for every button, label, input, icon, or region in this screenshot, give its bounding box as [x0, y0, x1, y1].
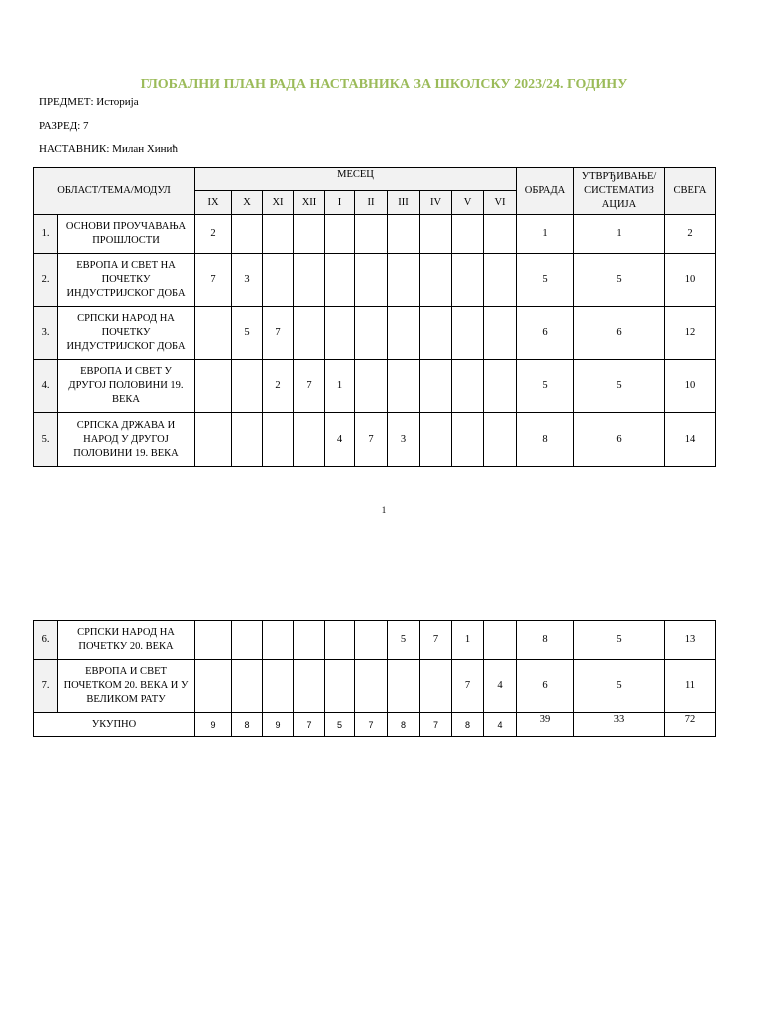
svega-cell: 10 [665, 360, 716, 413]
month-value-cell [388, 307, 420, 360]
total-month-cell: 8 [452, 713, 484, 737]
table-row [34, 360, 716, 413]
month-value-cell [484, 215, 517, 254]
month-value-cell [195, 621, 232, 660]
row-number-cell: 6. [34, 621, 58, 660]
obrada-cell: 6 [517, 660, 574, 713]
month-value-cell [388, 660, 420, 713]
month-value-cell: 5 [388, 621, 420, 660]
obrada-cell: 8 [517, 413, 574, 467]
month-value-cell [452, 307, 484, 360]
obrada-cell: 1 [517, 215, 574, 254]
month-value-cell [420, 360, 452, 413]
header-svega: СВЕГА [665, 168, 716, 215]
page-number: 1 [381, 505, 387, 515]
table-row [34, 621, 716, 660]
month-value-cell [325, 307, 355, 360]
utvrdjivanje-cell: 5 [574, 660, 665, 713]
month-value-cell [263, 254, 294, 307]
table-row [34, 413, 716, 467]
month-header-cell: IV [420, 191, 452, 215]
document-title: ГЛОБАЛНИ ПЛАН РАДА НАСТАВНИКА ЗА ШКОЛСКУ 2023/24. ГОДИНУ [140, 77, 628, 92]
plan-table-page-2 [33, 620, 716, 737]
row-number-cell: 3. [34, 307, 58, 360]
header-utvrdjivanje: УТВРЂИВАЊЕ/ СИСТЕМАТИЗ АЦИЈА [574, 168, 665, 215]
month-value-cell [232, 621, 263, 660]
month-header-cell: XI [263, 191, 294, 215]
month-header-cell: VI [484, 191, 517, 215]
topic-cell: СРПСКА ДРЖАВА И НАРОД У ДРУГОЈ ПОЛОВИНИ 19. ВЕКА [58, 413, 195, 467]
row-number-cell: 1. [34, 215, 58, 254]
month-value-cell: 2 [263, 360, 294, 413]
obrada-cell: 5 [517, 360, 574, 413]
month-value-cell [420, 660, 452, 713]
table-row [34, 307, 716, 360]
month-value-cell [420, 307, 452, 360]
svega-cell: 14 [665, 413, 716, 467]
month-value-cell [355, 307, 388, 360]
month-value-cell [484, 307, 517, 360]
total-month-cell: 5 [325, 713, 355, 737]
month-value-cell: 3 [388, 413, 420, 467]
month-value-cell [263, 660, 294, 713]
plan-table-page-1 [33, 167, 716, 467]
month-value-cell: 4 [325, 413, 355, 467]
month-value-cell [355, 254, 388, 307]
month-value-cell [294, 621, 325, 660]
obrada-cell: 6 [517, 307, 574, 360]
svega-cell: 10 [665, 254, 716, 307]
month-value-cell [355, 621, 388, 660]
month-value-cell [420, 254, 452, 307]
month-value-cell [325, 215, 355, 254]
month-value-cell [232, 660, 263, 713]
month-value-cell: 7 [452, 660, 484, 713]
month-value-cell [325, 621, 355, 660]
month-value-cell [294, 254, 325, 307]
month-value-cell: 2 [195, 215, 232, 254]
month-value-cell [388, 360, 420, 413]
month-header-cell: X [232, 191, 263, 215]
month-value-cell: 7 [294, 360, 325, 413]
total-utvrdjivanje-cell: 33 [574, 713, 665, 737]
month-header-cell: III [388, 191, 420, 215]
table-row [34, 215, 716, 254]
month-value-cell: 4 [484, 660, 517, 713]
month-value-cell: 7 [355, 413, 388, 467]
row-number-cell: 5. [34, 413, 58, 467]
obrada-cell: 5 [517, 254, 574, 307]
total-month-cell: 8 [388, 713, 420, 737]
month-value-cell [263, 413, 294, 467]
total-row [34, 713, 716, 737]
total-svega-cell: 72 [665, 713, 716, 737]
month-value-cell [484, 254, 517, 307]
month-value-cell [263, 215, 294, 254]
month-value-cell [355, 215, 388, 254]
month-value-cell: 3 [232, 254, 263, 307]
utvrdjivanje-cell: 6 [574, 413, 665, 467]
month-value-cell: 1 [325, 360, 355, 413]
utvrdjivanje-cell: 5 [574, 621, 665, 660]
month-value-cell [325, 660, 355, 713]
total-month-cell: 9 [263, 713, 294, 737]
total-label: УКУПНО [34, 713, 195, 737]
month-value-cell [195, 360, 232, 413]
month-value-cell [232, 360, 263, 413]
month-value-cell [195, 413, 232, 467]
utvrdjivanje-cell: 6 [574, 307, 665, 360]
total-month-cell: 7 [355, 713, 388, 737]
month-value-cell: 7 [263, 307, 294, 360]
total-month-cell: 7 [420, 713, 452, 737]
svega-cell: 11 [665, 660, 716, 713]
month-value-cell [294, 215, 325, 254]
total-month-cell: 7 [294, 713, 325, 737]
topic-cell: СРПСКИ НАРОД НА ПОЧЕТКУ 20. ВЕКА [58, 621, 195, 660]
month-header-cell: IX [195, 191, 232, 215]
svega-cell: 12 [665, 307, 716, 360]
month-value-cell [388, 254, 420, 307]
subject-line: ПРЕДМЕТ: Историја [39, 96, 139, 108]
topic-cell: ЕВРОПА И СВЕТ НА ПОЧЕТКУ ИНДУСТРИЈСКОГ ДОБА [58, 254, 195, 307]
month-value-cell [452, 215, 484, 254]
header-area: ОБЛАСТ/ТЕМА/МОДУЛ [34, 168, 195, 215]
month-value-cell: 1 [452, 621, 484, 660]
month-value-cell [355, 360, 388, 413]
utvrdjivanje-cell: 5 [574, 360, 665, 413]
row-number-cell: 7. [34, 660, 58, 713]
total-obrada-cell: 39 [517, 713, 574, 737]
topic-cell: ОСНОВИ ПРОУЧАВАЊА ПРОШЛОСТИ [58, 215, 195, 254]
month-value-cell [294, 660, 325, 713]
month-value-cell [195, 660, 232, 713]
grade-line: РАЗРЕД: 7 [39, 120, 89, 132]
utvrdjivanje-cell: 1 [574, 215, 665, 254]
month-value-cell [294, 307, 325, 360]
obrada-cell: 8 [517, 621, 574, 660]
month-value-cell [195, 307, 232, 360]
month-value-cell [452, 254, 484, 307]
month-value-cell [484, 360, 517, 413]
topic-cell: СРПСКИ НАРОД НА ПОЧЕТКУ ИНДУСТРИЈСКОГ ДОБА [58, 307, 195, 360]
month-header-cell: XII [294, 191, 325, 215]
month-value-cell [420, 215, 452, 254]
month-value-cell [232, 413, 263, 467]
month-value-cell [263, 621, 294, 660]
month-value-cell: 7 [195, 254, 232, 307]
month-value-cell [420, 413, 452, 467]
month-header-cell: II [355, 191, 388, 215]
topic-cell: ЕВРОПА И СВЕТ У ДРУГОЈ ПОЛОВИНИ 19. ВЕКА [58, 360, 195, 413]
month-value-cell [388, 215, 420, 254]
total-month-cell: 4 [484, 713, 517, 737]
header-month: МЕСЕЦ [195, 168, 517, 191]
month-value-cell [484, 413, 517, 467]
utvrdjivanje-cell: 5 [574, 254, 665, 307]
month-value-cell: 7 [420, 621, 452, 660]
table-row [34, 254, 716, 307]
teacher-line: НАСТАВНИК: Милан Хинић [39, 143, 178, 155]
month-header-cell: V [452, 191, 484, 215]
month-value-cell [325, 254, 355, 307]
month-value-cell [452, 360, 484, 413]
table-row [34, 660, 716, 713]
month-value-cell [294, 413, 325, 467]
month-value-cell [484, 621, 517, 660]
month-value-cell: 5 [232, 307, 263, 360]
row-number-cell: 4. [34, 360, 58, 413]
month-header-cell: I [325, 191, 355, 215]
month-value-cell [452, 413, 484, 467]
row-number-cell: 2. [34, 254, 58, 307]
svega-cell: 13 [665, 621, 716, 660]
header-obrada: ОБРАДА [517, 168, 574, 215]
topic-cell: ЕВРОПА И СВЕТ ПОЧЕТКОМ 20. ВЕКА И У ВЕЛИКОМ РАТУ [58, 660, 195, 713]
month-value-cell [355, 660, 388, 713]
total-month-cell: 8 [232, 713, 263, 737]
svega-cell: 2 [665, 215, 716, 254]
total-month-cell: 9 [195, 713, 232, 737]
month-value-cell [232, 215, 263, 254]
